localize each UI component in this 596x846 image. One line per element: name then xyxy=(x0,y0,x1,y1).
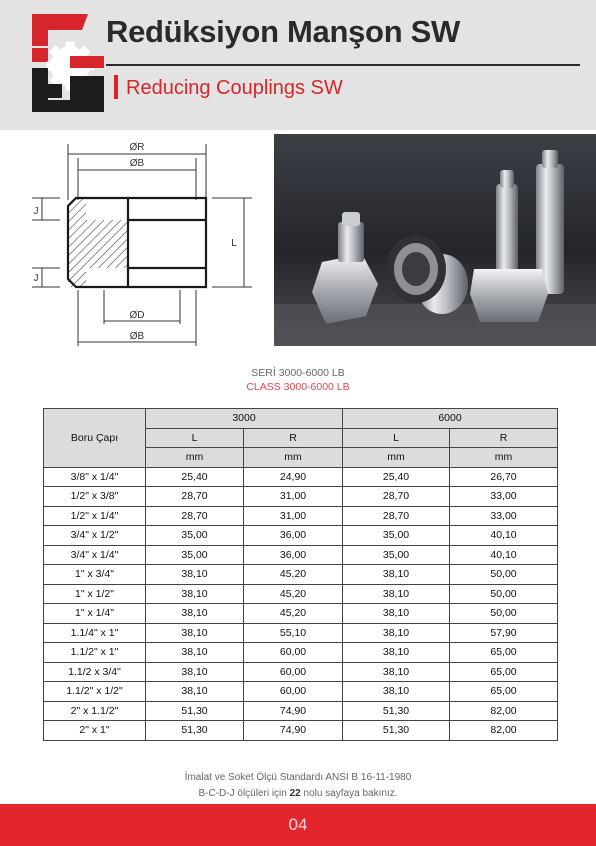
value-cell: 65,00 xyxy=(450,643,558,663)
subtitle-accent-bar xyxy=(114,75,118,99)
value-cell: 51,30 xyxy=(343,701,450,721)
class-header: 3000 xyxy=(146,409,343,429)
dim-label-l: L xyxy=(231,238,237,249)
value-cell: 28,70 xyxy=(343,487,450,507)
table-row xyxy=(44,545,558,565)
value-cell: 38,10 xyxy=(343,682,450,702)
value-cell: 38,10 xyxy=(146,604,244,624)
table-row xyxy=(44,565,558,585)
value-cell: 33,00 xyxy=(450,506,558,526)
class-header: 6000 xyxy=(343,409,558,429)
table-row xyxy=(44,467,558,487)
value-cell: 57,90 xyxy=(450,623,558,643)
pipe-size-cell: 1" x 1/2" xyxy=(44,584,146,604)
value-cell: 25,40 xyxy=(343,467,450,487)
value-cell: 35,00 xyxy=(343,526,450,546)
value-cell: 38,10 xyxy=(146,662,244,682)
unit-header: mm xyxy=(343,448,450,468)
unit-header: mm xyxy=(244,448,343,468)
pipe-size-cell: 3/4" x 1/2" xyxy=(44,526,146,546)
value-cell: 38,10 xyxy=(343,662,450,682)
value-cell: 38,10 xyxy=(146,623,244,643)
dimension-table xyxy=(43,408,558,741)
value-cell: 28,70 xyxy=(343,506,450,526)
value-cell: 38,10 xyxy=(343,604,450,624)
value-cell: 74,90 xyxy=(244,721,343,741)
dim-header: R xyxy=(450,428,558,448)
value-cell: 51,30 xyxy=(146,701,244,721)
value-cell: 65,00 xyxy=(450,662,558,682)
footnote-ref-pre: B-C-D-J ölçüleri için xyxy=(198,788,290,799)
footnote-ref-post: nolu sayfaya bakınız. xyxy=(300,788,398,799)
table-row xyxy=(44,721,558,741)
value-cell: 24,90 xyxy=(244,467,343,487)
value-cell: 36,00 xyxy=(244,545,343,565)
pipe-size-cell: 1.1/4" x 1" xyxy=(44,623,146,643)
value-cell: 60,00 xyxy=(244,662,343,682)
pipe-size-cell: 3/4" x 1/4" xyxy=(44,545,146,565)
page-title: Redüksiyon Manşon SW xyxy=(106,14,460,49)
table-row xyxy=(44,662,558,682)
unit-header: mm xyxy=(450,448,558,468)
table-row xyxy=(44,584,558,604)
table-row xyxy=(44,623,558,643)
dim-label-b-top: ØB xyxy=(129,158,145,169)
value-cell: 51,30 xyxy=(146,721,244,741)
value-cell: 28,70 xyxy=(146,487,244,507)
product-photo xyxy=(274,134,596,346)
dim-label-b-bottom: ØB xyxy=(129,331,145,342)
table-row xyxy=(44,701,558,721)
series-label-tr: SERİ 3000-6000 LB xyxy=(251,367,345,379)
value-cell: 35,00 xyxy=(343,545,450,565)
table-row xyxy=(44,682,558,702)
value-cell: 38,10 xyxy=(343,643,450,663)
value-cell: 51,30 xyxy=(343,721,450,741)
unit-header: mm xyxy=(146,448,244,468)
value-cell: 35,00 xyxy=(146,526,244,546)
table-row xyxy=(44,643,558,663)
dim-label-d: ØD xyxy=(129,310,145,321)
value-cell: 65,00 xyxy=(450,682,558,702)
value-cell: 25,40 xyxy=(146,467,244,487)
pipe-size-cell: 1.1/2" x 1/2" xyxy=(44,682,146,702)
pipe-size-cell: 3/8" x 1/4" xyxy=(44,467,146,487)
title-divider xyxy=(106,64,580,66)
pipe-size-cell: 1.1/2" x 1" xyxy=(44,643,146,663)
dim-header: L xyxy=(343,428,450,448)
pipe-size-cell: 2" x 1" xyxy=(44,721,146,741)
series-label-en: CLASS 3000-6000 LB xyxy=(246,381,350,393)
value-cell: 38,10 xyxy=(343,584,450,604)
pipe-size-cell: 2" x 1.1/2" xyxy=(44,701,146,721)
value-cell: 74,90 xyxy=(244,701,343,721)
company-logo xyxy=(26,12,110,116)
value-cell: 26,70 xyxy=(450,467,558,487)
value-cell: 45,20 xyxy=(244,604,343,624)
pipe-size-header: Boru Çapı xyxy=(44,409,146,468)
value-cell: 82,00 xyxy=(450,721,558,741)
value-cell: 40,10 xyxy=(450,545,558,565)
value-cell: 38,10 xyxy=(343,623,450,643)
footnote-ref-page: 22 xyxy=(289,788,301,799)
value-cell: 38,10 xyxy=(146,584,244,604)
table-row xyxy=(44,526,558,546)
value-cell: 50,00 xyxy=(450,584,558,604)
value-cell: 31,00 xyxy=(244,506,343,526)
value-cell: 55,10 xyxy=(244,623,343,643)
value-cell: 38,10 xyxy=(146,565,244,585)
value-cell: 31,00 xyxy=(244,487,343,507)
value-cell: 38,10 xyxy=(343,565,450,585)
table-row xyxy=(44,487,558,507)
table-row xyxy=(44,604,558,624)
dim-label-j-bottom: J xyxy=(33,273,39,284)
value-cell: 33,00 xyxy=(450,487,558,507)
value-cell: 36,00 xyxy=(244,526,343,546)
pipe-size-cell: 1/2" x 1/4" xyxy=(44,506,146,526)
technical-drawing xyxy=(20,134,270,350)
value-cell: 60,00 xyxy=(244,643,343,663)
pipe-size-cell: 1" x 1/4" xyxy=(44,604,146,624)
dim-header: L xyxy=(146,428,244,448)
pipe-size-cell: 1/2" x 3/8" xyxy=(44,487,146,507)
pipe-size-cell: 1.1/2 x 3/4" xyxy=(44,662,146,682)
value-cell: 60,00 xyxy=(244,682,343,702)
dim-label-j-top: J xyxy=(33,206,39,217)
header-band xyxy=(0,0,596,130)
value-cell: 28,70 xyxy=(146,506,244,526)
pipe-size-cell: 1" x 3/4" xyxy=(44,565,146,585)
dim-header: R xyxy=(244,428,343,448)
footnote-standard: İmalat ve Soket Ölçü Standardı ANSI B 16-11-1980 xyxy=(184,772,412,783)
value-cell: 50,00 xyxy=(450,565,558,585)
footnote-reference xyxy=(0,788,596,799)
table-row xyxy=(44,506,558,526)
value-cell: 45,20 xyxy=(244,584,343,604)
page-subtitle: Reducing Couplings SW xyxy=(126,77,343,99)
value-cell: 38,10 xyxy=(146,682,244,702)
value-cell: 40,10 xyxy=(450,526,558,546)
table-body xyxy=(44,467,558,740)
dim-label-r: ØR xyxy=(129,142,145,153)
value-cell: 82,00 xyxy=(450,701,558,721)
page-number: 04 xyxy=(288,815,308,834)
value-cell: 38,10 xyxy=(146,643,244,663)
value-cell: 35,00 xyxy=(146,545,244,565)
value-cell: 45,20 xyxy=(244,565,343,585)
value-cell: 50,00 xyxy=(450,604,558,624)
